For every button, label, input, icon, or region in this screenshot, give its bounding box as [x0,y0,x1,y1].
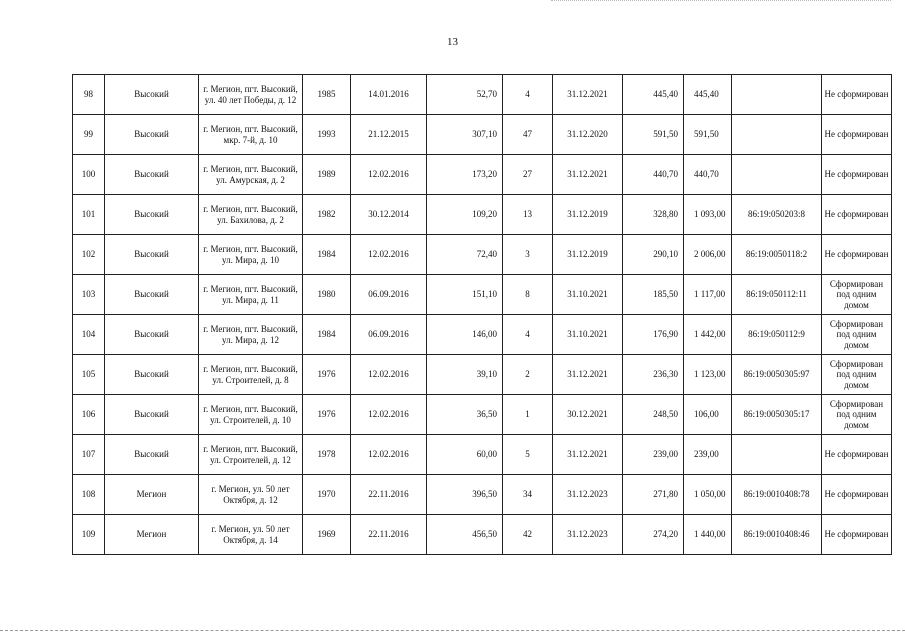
value-2-cell: 591,50 [684,115,732,155]
table-row [73,435,892,475]
date-recognized-cell: 12.02.2016 [351,355,427,395]
cadastral-number-cell: 86:19:0010408:46 [732,515,822,555]
land-status-cell: Не сформирован [822,155,892,195]
table-row [73,315,892,355]
value-1-cell: 185,50 [623,275,684,315]
area-cell: 39,10 [427,355,503,395]
cadastral-number-cell: 86:19:0050305:97 [732,355,822,395]
cadastral-number-cell: 86:19:050112:9 [732,315,822,355]
date-recognized-cell: 06.09.2016 [351,315,427,355]
land-status-cell: Не сформирован [822,75,892,115]
date-recognized-cell: 12.02.2016 [351,395,427,435]
residents-cell: 5 [503,435,553,475]
value-2-cell: 106,00 [684,395,732,435]
value-2-cell: 2 006,00 [684,235,732,275]
date-recognized-cell: 22.11.2016 [351,475,427,515]
date-recognized-cell: 14.01.2016 [351,75,427,115]
area-cell: 396,50 [427,475,503,515]
date-planned-cell: 31.12.2021 [553,155,623,195]
date-planned-cell: 31.12.2021 [553,355,623,395]
address-cell: г. Мегион, ул. 50 лет Октября, д. 12 [199,475,303,515]
area-cell: 456,50 [427,515,503,555]
table-body [73,75,892,555]
value-1-cell: 176,90 [623,315,684,355]
year-built-cell: 1984 [303,315,351,355]
row-number-cell: 103 [73,275,105,315]
settlement-cell: Мегион [105,515,199,555]
date-recognized-cell: 06.09.2016 [351,275,427,315]
date-recognized-cell: 30.12.2014 [351,195,427,235]
address-cell: г. Мегион, пгт. Высокий, ул. Строителей, д. 12 [199,435,303,475]
area-cell: 72,40 [427,235,503,275]
area-cell: 60,00 [427,435,503,475]
year-built-cell: 1993 [303,115,351,155]
year-built-cell: 1985 [303,75,351,115]
row-number-cell: 98 [73,75,105,115]
table-row [73,155,892,195]
land-status-cell: Не сформирован [822,195,892,235]
row-number-cell: 101 [73,195,105,235]
value-2-cell: 1 117,00 [684,275,732,315]
date-planned-cell: 31.12.2023 [553,475,623,515]
table-row [73,355,892,395]
residents-cell: 47 [503,115,553,155]
row-number-cell: 99 [73,115,105,155]
residents-cell: 3 [503,235,553,275]
value-1-cell: 440,70 [623,155,684,195]
value-1-cell: 290,10 [623,235,684,275]
row-number-cell: 104 [73,315,105,355]
value-1-cell: 271,80 [623,475,684,515]
date-recognized-cell: 12.02.2016 [351,435,427,475]
date-planned-cell: 31.12.2023 [553,515,623,555]
table-row [73,515,892,555]
area-cell: 52,70 [427,75,503,115]
date-recognized-cell: 12.02.2016 [351,235,427,275]
settlement-cell: Высокий [105,75,199,115]
address-cell: г. Мегион, пгт. Высокий, ул. 40 лет Победы, д. 12 [199,75,303,115]
address-cell: г. Мегион, пгт. Высокий, ул. Мира, д. 10 [199,235,303,275]
land-status-cell: Не сформирован [822,115,892,155]
value-2-cell: 239,00 [684,435,732,475]
date-planned-cell: 31.10.2021 [553,315,623,355]
area-cell: 36,50 [427,395,503,435]
area-cell: 151,10 [427,275,503,315]
value-2-cell: 1 050,00 [684,475,732,515]
settlement-cell: Высокий [105,195,199,235]
value-2-cell: 440,70 [684,155,732,195]
row-number-cell: 107 [73,435,105,475]
year-built-cell: 1978 [303,435,351,475]
residents-cell: 4 [503,315,553,355]
table-row [73,195,892,235]
residents-cell: 1 [503,395,553,435]
year-built-cell: 1982 [303,195,351,235]
cadastral-number-cell [732,75,822,115]
residents-cell: 13 [503,195,553,235]
value-1-cell: 328,80 [623,195,684,235]
settlement-cell: Высокий [105,435,199,475]
settlement-cell: Мегион [105,475,199,515]
date-planned-cell: 31.12.2019 [553,195,623,235]
date-planned-cell: 31.12.2020 [553,115,623,155]
value-1-cell: 239,00 [623,435,684,475]
land-status-cell: Не сформирован [822,435,892,475]
value-1-cell: 274,20 [623,515,684,555]
year-built-cell: 1984 [303,235,351,275]
row-number-cell: 109 [73,515,105,555]
table-row [73,275,892,315]
year-built-cell: 1976 [303,395,351,435]
housing-table [72,74,892,555]
value-1-cell: 248,50 [623,395,684,435]
residents-cell: 42 [503,515,553,555]
address-cell: г. Мегион, пгт. Высокий, ул. Строителей, д. 8 [199,355,303,395]
value-1-cell: 445,40 [623,75,684,115]
table-row [73,75,892,115]
land-status-cell: Сформирован под одним домом [822,395,892,435]
land-status-cell: Сформирован под одним домом [822,355,892,395]
scan-edge-artifact-bottom [0,630,905,631]
year-built-cell: 1989 [303,155,351,195]
value-2-cell: 1 093,00 [684,195,732,235]
cadastral-number-cell [732,115,822,155]
table-row [73,475,892,515]
value-1-cell: 591,50 [623,115,684,155]
settlement-cell: Высокий [105,235,199,275]
address-cell: г. Мегион, пгт. Высокий, ул. Амурская, д. 2 [199,155,303,195]
date-recognized-cell: 12.02.2016 [351,155,427,195]
settlement-cell: Высокий [105,315,199,355]
land-status-cell: Не сформирован [822,235,892,275]
address-cell: г. Мегион, пгт. Высокий, мкр. 7-й, д. 10 [199,115,303,155]
date-recognized-cell: 21.12.2015 [351,115,427,155]
residents-cell: 27 [503,155,553,195]
year-built-cell: 1980 [303,275,351,315]
address-cell: г. Мегион, ул. 50 лет Октября, д. 14 [199,515,303,555]
cadastral-number-cell: 86:19:0050118:2 [732,235,822,275]
date-recognized-cell: 22.11.2016 [351,515,427,555]
settlement-cell: Высокий [105,115,199,155]
settlement-cell: Высокий [105,275,199,315]
date-planned-cell: 31.12.2021 [553,75,623,115]
residents-cell: 4 [503,75,553,115]
value-2-cell: 1 442,00 [684,315,732,355]
area-cell: 109,20 [427,195,503,235]
address-cell: г. Мегион, пгт. Высокий, ул. Строителей, д. 10 [199,395,303,435]
date-planned-cell: 31.12.2021 [553,435,623,475]
area-cell: 146,00 [427,315,503,355]
land-status-cell: Сформирован под одним домом [822,315,892,355]
land-status-cell: Не сформирован [822,475,892,515]
cadastral-number-cell [732,435,822,475]
cadastral-number-cell: 86:19:0050305:17 [732,395,822,435]
land-status-cell: Сформирован под одним домом [822,275,892,315]
year-built-cell: 1970 [303,475,351,515]
table-row [73,115,892,155]
scan-edge-artifact [551,0,891,2]
date-planned-cell: 30.12.2021 [553,395,623,435]
area-cell: 307,10 [427,115,503,155]
area-cell: 173,20 [427,155,503,195]
address-cell: г. Мегион, пгт. Высокий, ул. Бахилова, д. 2 [199,195,303,235]
residents-cell: 34 [503,475,553,515]
table-row [73,235,892,275]
settlement-cell: Высокий [105,155,199,195]
residents-cell: 8 [503,275,553,315]
value-2-cell: 445,40 [684,75,732,115]
land-status-cell: Не сформирован [822,515,892,555]
value-2-cell: 1 440,00 [684,515,732,555]
cadastral-number-cell: 86:19:0010408:78 [732,475,822,515]
address-cell: г. Мегион, пгт. Высокий, ул. Мира, д. 12 [199,315,303,355]
cadastral-number-cell [732,155,822,195]
row-number-cell: 105 [73,355,105,395]
table-row [73,395,892,435]
date-planned-cell: 31.10.2021 [553,275,623,315]
row-number-cell: 102 [73,235,105,275]
value-1-cell: 236,30 [623,355,684,395]
cadastral-number-cell: 86:19:050203:8 [732,195,822,235]
row-number-cell: 108 [73,475,105,515]
residents-cell: 2 [503,355,553,395]
year-built-cell: 1976 [303,355,351,395]
settlement-cell: Высокий [105,355,199,395]
page-number: 13 [447,36,458,48]
row-number-cell: 100 [73,155,105,195]
settlement-cell: Высокий [105,395,199,435]
value-2-cell: 1 123,00 [684,355,732,395]
year-built-cell: 1969 [303,515,351,555]
address-cell: г. Мегион, пгт. Высокий, ул. Мира, д. 11 [199,275,303,315]
date-planned-cell: 31.12.2019 [553,235,623,275]
row-number-cell: 106 [73,395,105,435]
cadastral-number-cell: 86:19:050112:11 [732,275,822,315]
